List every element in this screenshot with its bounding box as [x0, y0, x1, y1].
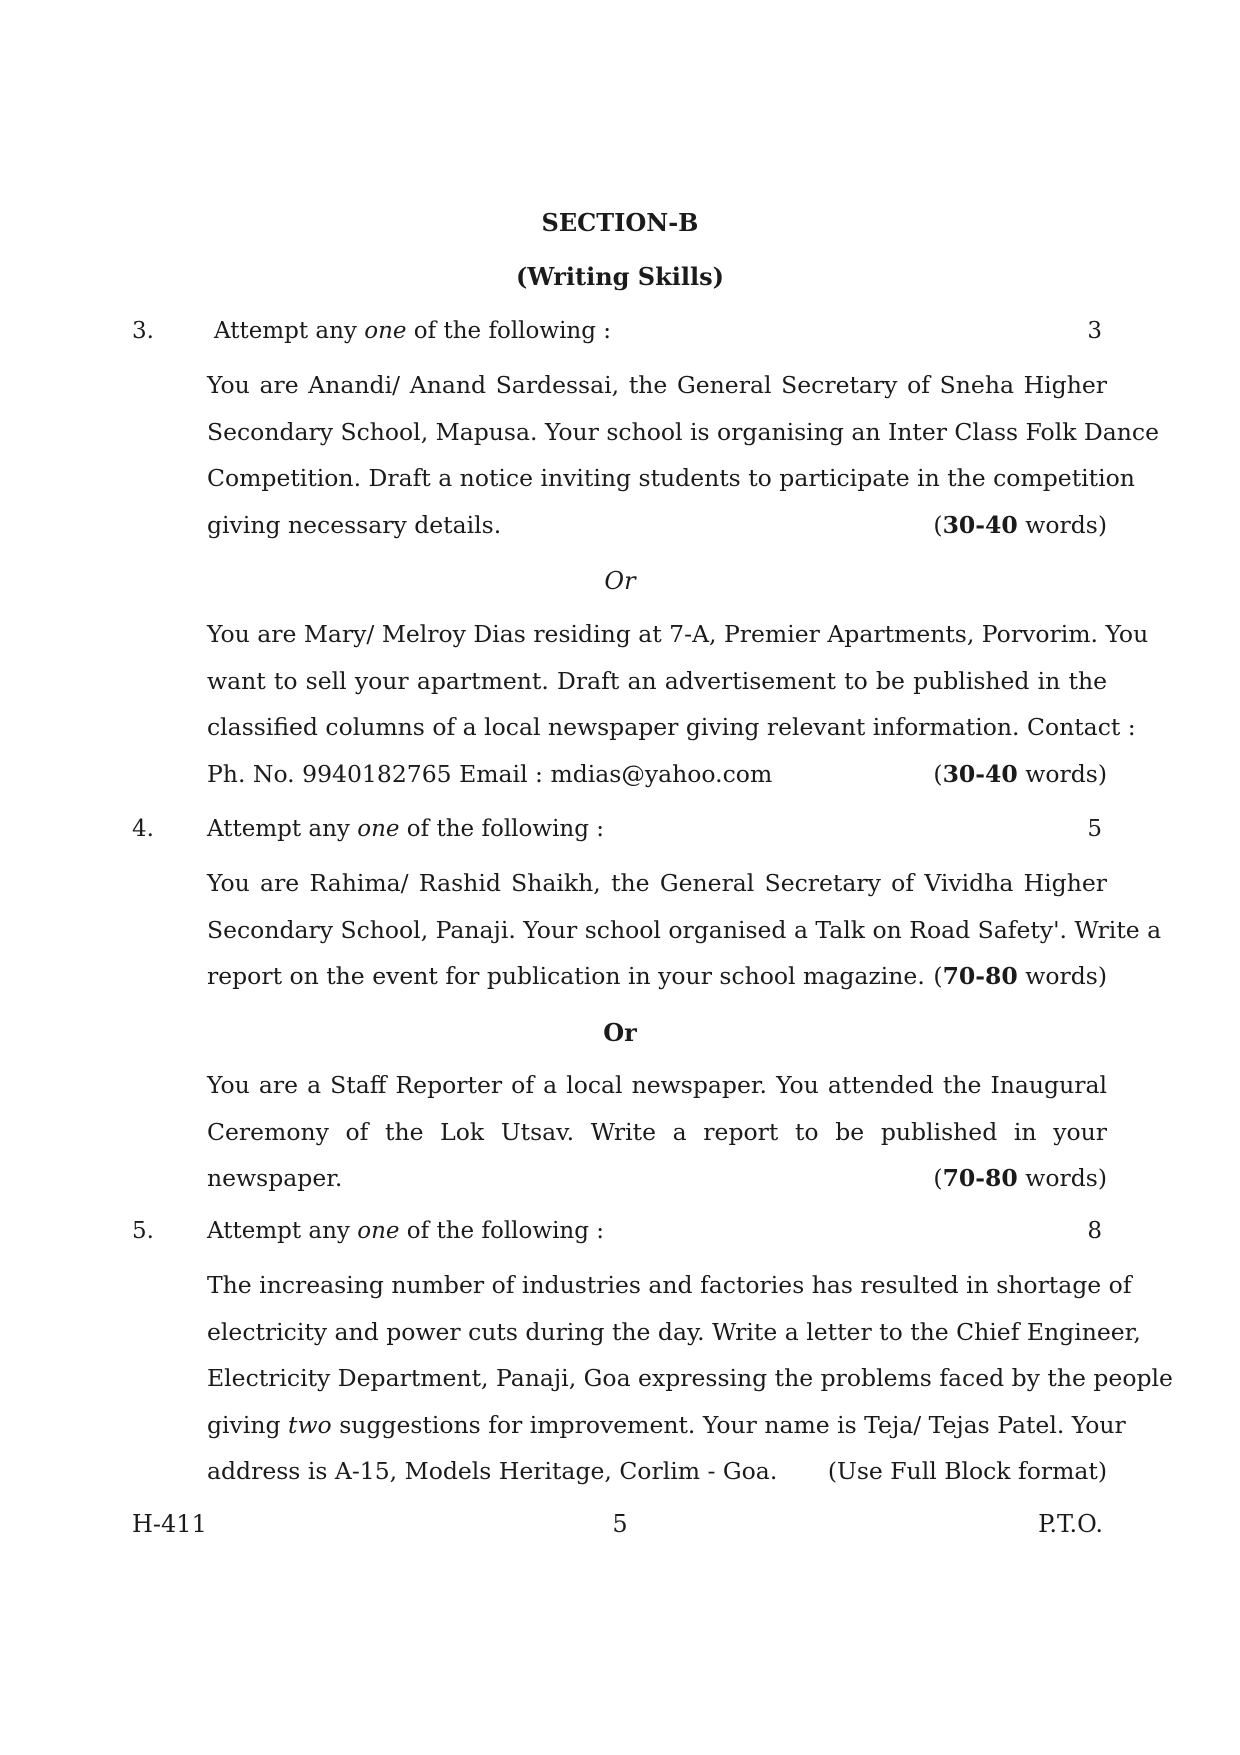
format-note: (Use Full Block format)	[827, 1457, 1107, 1485]
word-limit: (70-80 words)	[933, 1164, 1107, 1192]
page-number: 5	[612, 1510, 628, 1538]
section-subtitle: (Writing Skills)	[516, 262, 724, 291]
word-limit: (30-40 words)	[933, 510, 1107, 539]
or-divider: Or	[604, 567, 636, 595]
word-limit: (70-80 words)	[933, 962, 1107, 990]
question-marks: 5	[1087, 816, 1102, 842]
question-instruction: Attempt any one of the following :	[207, 1218, 605, 1244]
paper-code: H-411	[132, 1510, 207, 1538]
question-number: 3.	[132, 318, 154, 344]
question-instruction: Attempt any one of the following :	[207, 816, 605, 842]
question-marks: 8	[1087, 1218, 1102, 1244]
section-title: SECTION-B	[541, 208, 699, 237]
question-number: 4.	[132, 816, 154, 842]
or-divider: Or	[603, 1018, 637, 1047]
question-3-option-b: You are Mary/ Melroy Dias residing at 7-A, Premier Apartments, Porvorim. You want to sell your apartment. Draft an advertisement to be published in the classified columns of a local newspaper giving relevant information. Contact : Ph. No. 9940182765 Email : mdias@yahoo.com (30-40 words)	[207, 611, 1107, 797]
question-marks: 3	[1087, 318, 1102, 344]
word-limit: (30-40 words)	[933, 759, 1107, 788]
question-3-option-a: You are Anandi/ Anand Sardessai, the General Secretary of Sneha Higher Secondary School, Mapusa. Your school is organising an Inter Class Folk Dance Competition. Draft a notice inviting students to participate in the competition giving necessary details. (30-40 words)	[207, 362, 1107, 548]
question-instruction: Attempt any one of the following :	[214, 318, 612, 344]
question-5-option-a: The increasing number of industries and factories has resulted in shortage of electricity and power cuts during the day. Write a letter to the Chief Engineer, Electricity Department, Panaji, Goa expressing the problems faced by the people giving two suggestions for improvement. Your name is Teja/ Tejas Patel. Your address is A-15, Models Heritage, Corlim - Goa. (Use Full Block format)	[207, 1262, 1107, 1495]
question-4-option-a: You are Rahima/ Rashid Shaikh, the General Secretary of Vividha Higher Secondary School, Panaji. Your school organised a Talk on Road Safety'. Write a report on the event for publication in your school magazine. (70-80 words)	[207, 860, 1107, 1000]
question-4-option-b: You are a Staff Reporter of a local newspaper. You attended the Inaugural Ceremony of the Lok Utsav. Write a report to be published in your newspaper. (70-80 words)	[207, 1062, 1107, 1202]
question-number: 5.	[132, 1218, 154, 1244]
pto-note: P.T.O.	[1038, 1510, 1103, 1538]
